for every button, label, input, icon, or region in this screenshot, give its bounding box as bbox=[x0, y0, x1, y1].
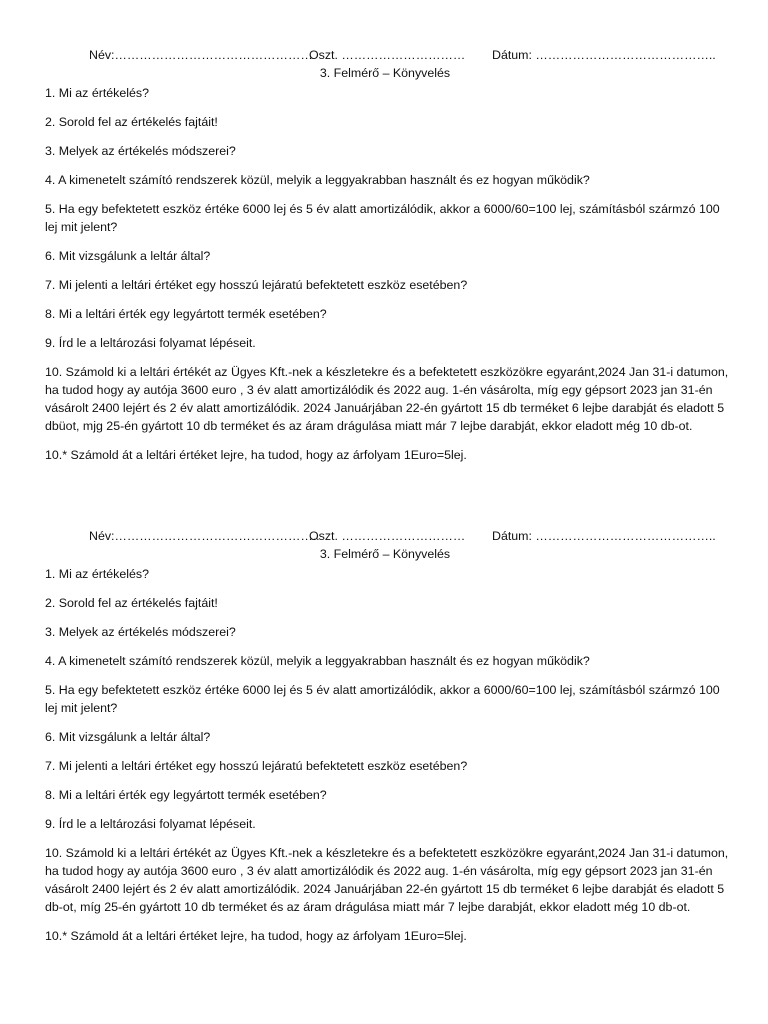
sheet-header bbox=[45, 527, 735, 545]
sheet-header bbox=[45, 46, 735, 64]
quiz-sheet-1 bbox=[45, 46, 735, 464]
date-field: Dátum: …………………………………….. bbox=[492, 48, 716, 62]
question-5: 5. Ha egy befektetett eszköz értéke 6000 lej és 5 év alatt amortizálódik, akkor a 6000/60=100 lej, számításból szármzó 100 lej mit jelent? bbox=[45, 683, 720, 715]
question-3: 3. Melyek az értékelés módszerei? bbox=[45, 144, 236, 158]
question-2: 2. Sorold fel az értékelés fajtáit! bbox=[45, 596, 218, 610]
name-field: Név:………………………………………….. bbox=[89, 529, 320, 543]
question-9: 9. Írd le a leltározási folyamat lépéseit. bbox=[45, 336, 256, 350]
question-6: 6. Mit vizsgálunk a leltár által? bbox=[45, 249, 211, 263]
question-3: 3. Melyek az értékelés módszerei? bbox=[45, 625, 236, 639]
class-field: Oszt. ………………………… bbox=[309, 529, 466, 543]
sheet-title: 3. Felmérő – Könyvelés bbox=[319, 66, 451, 80]
question-10: 10. Számold ki a leltári értékét az Ügyes Kft.-nek a készletekre és a befektetett eszközökre egyaránt,2024 Jan 31-i datumon, ha tudod hogy ay autója 3600 euro , 3 év alatt amortizálódik és 2022 aug. 1-én vásárolta, míg egy gépsort 2023 jan 31-én vásárolt 2400 lejért és 2 év alatt amortizálódik. 2024 Januárjában 22-én gyártott 15 db terméket 6 lejbe darabját és eladott 5 dbüot, mjg 25-én gyártott 10 db terméket és az áram drágulása miatt már 7 lejbe darabját, ekkor eladott még 10 db-ot. bbox=[45, 365, 729, 433]
quiz-sheet-2 bbox=[45, 527, 735, 945]
question-1: 1. Mi az értékelés? bbox=[45, 86, 149, 100]
question-10: 10. Számold ki a leltári értékét az Ügyes Kft.-nek a készletekre és a befektetett eszközökre egyaránt,2024 Jan 31-i datumon, ha tudod hogy ay autója 3600 euro , 3 év alatt amortizálódik és 2022 aug. 1-én vásárolta, míg egy gépsort 2023 jan 31-én vásárolt 2400 lejért és 2 év alatt amortizálódik. 2024 Januárjában 22-én gyártott 15 db terméket 6 lejbe darabját és eladott 5 db-ot, míg 25-én gyártott 10 db terméket és az áram drágulása miatt már 7 lejbe darabját, ekkor eladott még 10 db-ot. bbox=[45, 846, 729, 914]
question-2: 2. Sorold fel az értékelés fajtáit! bbox=[45, 115, 218, 129]
date-field: Dátum: …………………………………….. bbox=[492, 529, 716, 543]
question-1: 1. Mi az értékelés? bbox=[45, 567, 149, 581]
question-6: 6. Mit vizsgálunk a leltár által? bbox=[45, 730, 211, 744]
class-field: Oszt. ………………………… bbox=[309, 48, 466, 62]
question-10-bonus: 10.* Számold át a leltári értéket lejre, ha tudod, hogy az árfolyam 1Euro=5lej. bbox=[45, 448, 467, 462]
question-8: 8. Mi a leltári érték egy legyártott termék esetében? bbox=[45, 307, 327, 321]
question-8: 8. Mi a leltári érték egy legyártott termék esetében? bbox=[45, 788, 327, 802]
question-7: 7. Mi jelenti a leltári értéket egy hosszú lejáratú befektetett eszköz esetében? bbox=[45, 759, 468, 773]
question-4: 4. A kimenetelt számító rendszerek közül, melyik a leggyakrabban használt és ez hogyan működik? bbox=[45, 654, 590, 668]
question-7: 7. Mi jelenti a leltári értéket egy hosszú lejáratú befektetett eszköz esetében? bbox=[45, 278, 468, 292]
question-5: 5. Ha egy befektetett eszköz értéke 6000 lej és 5 év alatt amortizálódik, akkor a 6000/60=100 lej, számításból szármzó 100 lej mit jelent? bbox=[45, 202, 720, 234]
question-10-bonus: 10.* Számold át a leltári értéket lejre, ha tudod, hogy az árfolyam 1Euro=5lej. bbox=[45, 929, 467, 943]
question-9: 9. Írd le a leltározási folyamat lépéseit. bbox=[45, 817, 256, 831]
sheet-title: 3. Felmérő – Könyvelés bbox=[319, 547, 451, 561]
question-4: 4. A kimenetelt számító rendszerek közül, melyik a leggyakrabban használt és ez hogyan működik? bbox=[45, 173, 590, 187]
name-field: Név:………………………………………… bbox=[89, 48, 313, 62]
